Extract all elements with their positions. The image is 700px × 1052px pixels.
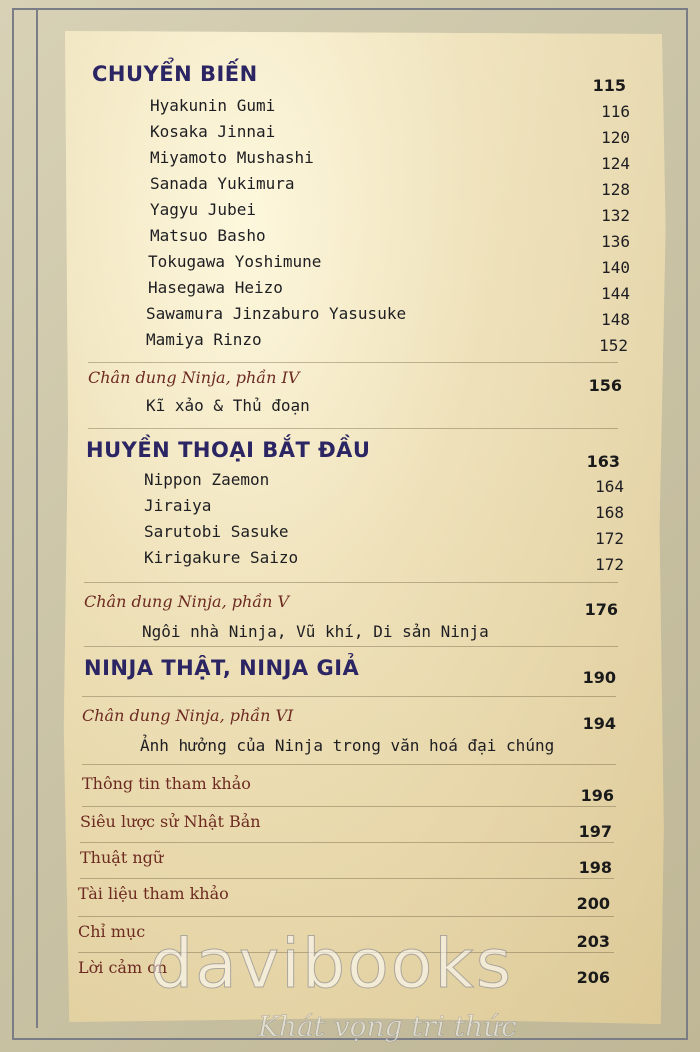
- watermark-slogan: Khát vọng tri thức: [258, 1010, 517, 1043]
- divider: [80, 842, 614, 843]
- appendix-item[interactable]: Thông tin tham khảo: [82, 774, 251, 793]
- section-title-chuyen-bien[interactable]: CHUYỂN BIẾN: [92, 62, 258, 86]
- divider: [88, 362, 618, 363]
- toc-item[interactable]: Kosaka Jinnai: [150, 122, 276, 141]
- portrait-subtitle[interactable]: Chân dung Ninja, phần V: [84, 592, 290, 611]
- section-page: 190: [582, 668, 616, 687]
- toc-item[interactable]: Kirigakure Saizo: [144, 548, 299, 567]
- toc-page: 120: [601, 128, 630, 147]
- portrait-subtitle[interactable]: Chân dung Ninja, phần IV: [88, 368, 300, 387]
- toc-page: 128: [601, 180, 630, 199]
- portrait-detail: Kĩ xảo & Thủ đoạn: [146, 396, 310, 415]
- appendix-item[interactable]: Thuật ngữ: [80, 848, 164, 867]
- toc-page: 172: [595, 529, 624, 548]
- toc-item[interactable]: Hasegawa Heizo: [148, 278, 283, 297]
- portrait-subtitle[interactable]: Chân dung Ninja, phần VI: [82, 706, 294, 725]
- divider: [84, 646, 618, 647]
- appendix-page: 200: [576, 894, 610, 913]
- section-page: 156: [588, 376, 622, 395]
- toc-page: 164: [595, 477, 624, 496]
- toc-page: 136: [601, 232, 630, 251]
- section-page: 194: [582, 714, 616, 733]
- watermark-brand: davibooks: [150, 925, 514, 1004]
- toc-item[interactable]: Sarutobi Sasuke: [144, 522, 289, 541]
- divider: [84, 582, 618, 583]
- appendix-item[interactable]: Siêu lược sử Nhật Bản: [80, 812, 261, 831]
- divider: [88, 428, 618, 429]
- section-page: 163: [586, 452, 620, 471]
- toc-page: 168: [595, 503, 624, 522]
- divider: [82, 806, 616, 807]
- toc-page: 116: [601, 102, 630, 121]
- toc-item[interactable]: Mamiya Rinzo: [146, 330, 262, 349]
- toc-page: 148: [601, 310, 630, 329]
- appendix-item[interactable]: Tài liệu tham khảo: [78, 884, 229, 903]
- toc-page: 172: [595, 555, 624, 574]
- toc-page: 124: [601, 154, 630, 173]
- toc-item[interactable]: Nippon Zaemon: [144, 470, 270, 489]
- section-page: 176: [584, 600, 618, 619]
- appendix-page: 196: [580, 786, 614, 805]
- toc-item[interactable]: Sawamura Jinzaburo Yasusuke: [146, 304, 407, 323]
- toc-item[interactable]: Miyamoto Mushashi: [150, 148, 314, 167]
- toc-item[interactable]: Jiraiya: [144, 496, 212, 515]
- toc-page: 140: [601, 258, 630, 277]
- section-page: 115: [592, 76, 626, 95]
- appendix-item[interactable]: Lời cảm ơn: [78, 958, 168, 977]
- divider: [80, 878, 614, 879]
- appendix-page: 206: [576, 968, 610, 987]
- appendix-page: 203: [576, 932, 610, 951]
- toc-page: 152: [599, 336, 628, 355]
- toc-item[interactable]: Sanada Yukimura: [150, 174, 295, 193]
- toc-item[interactable]: Hyakunin Gumi: [150, 96, 276, 115]
- toc-page: 144: [601, 284, 630, 303]
- toc-item[interactable]: Yagyu Jubei: [150, 200, 256, 219]
- divider: [82, 696, 616, 697]
- portrait-detail: Ngôi nhà Ninja, Vũ khí, Di sản Ninja: [142, 622, 489, 641]
- section-title-ninja-that[interactable]: NINJA THẬT, NINJA GIẢ: [84, 656, 360, 680]
- appendix-page: 197: [578, 822, 612, 841]
- divider: [82, 764, 616, 765]
- toc-page: 132: [601, 206, 630, 225]
- toc-item[interactable]: Matsuo Basho: [150, 226, 266, 245]
- section-title-huyen-thoai[interactable]: HUYỀN THOẠI BẮT ĐẦU: [86, 438, 371, 462]
- divider: [78, 916, 614, 917]
- appendix-page: 198: [578, 858, 612, 877]
- appendix-item[interactable]: Chỉ mục: [78, 922, 146, 941]
- portrait-detail: Ảnh hưởng của Ninja trong văn hoá đại chúng: [140, 736, 555, 755]
- toc-item[interactable]: Tokugawa Yoshimune: [148, 252, 322, 271]
